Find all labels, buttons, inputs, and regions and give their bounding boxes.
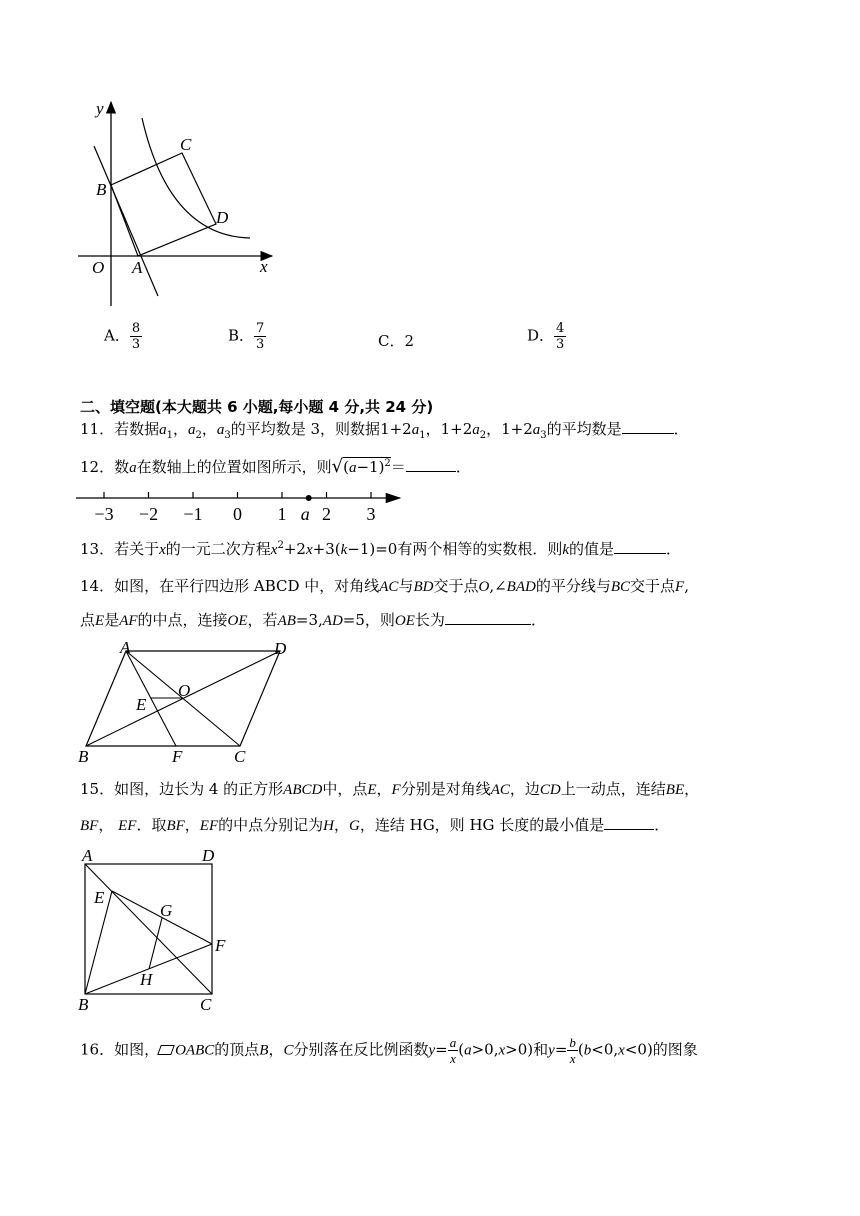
figure-parallelogram [74, 640, 294, 766]
option-c: C．2 [378, 332, 415, 350]
option-a: A． $\frac{8}{3}$ [104, 321, 141, 352]
label-g: G [160, 901, 173, 920]
tick-label: 1 [277, 504, 287, 524]
label-e: E [136, 695, 147, 714]
square-abcd [111, 153, 216, 256]
question-14-line1: 14．如图，在平行四边形 ABCD 中，对角线AC与BD交于点O,∠BAD的平分线与BC交于点F, [80, 577, 689, 595]
question-12: 12．数a在数轴上的位置如图所示，则$√(a-1)^2=$ ． [80, 456, 471, 477]
label-a: A [132, 258, 143, 277]
label-c: C [180, 135, 192, 154]
parallelogram-icon [157, 1045, 175, 1055]
answer-blank-13 [614, 539, 666, 554]
tick-label: −2 [138, 504, 159, 524]
question-15-line1: 15．如图，边长为 4 的正方形ABCD中，点E，F分别是对角线AC，边CD上一动点，连结BE， [80, 780, 700, 798]
figure-coordinate-graph [74, 96, 284, 311]
label-c: C [234, 747, 246, 766]
option-b: B． $\frac{7}{3}$ [228, 321, 265, 352]
label-e: E [94, 888, 105, 907]
question-11: 11．若数据$a_1$，$a_2$，$a_3$的平均数是 3，则数据$1+2a_1$，$1+2a_2$，$1+2a_3$的平均数是 ． [80, 420, 689, 441]
label-o: O [178, 681, 191, 700]
label-f: F [215, 936, 226, 955]
answer-blank-12 [406, 457, 456, 472]
tick-label: 3 [366, 504, 376, 524]
label-b: B [78, 747, 89, 766]
answer-blank-15 [604, 815, 654, 830]
section-heading: 二、填空题(本大题共 6 小题,每小题 4 分,共 24 分) [80, 398, 434, 416]
question-13: 13．若关于x的一元二次方程$x^2+2x+3(k-1)=0$有两个相等的实数根．则k的值是 ． [80, 540, 682, 558]
number-line [74, 486, 414, 526]
question-14-line2: 点E是AF的中点，连接OE，若AB=3,AD=5，则OE长为 ． [80, 611, 546, 629]
label-b: B [78, 995, 89, 1014]
label-o: O [92, 258, 105, 277]
label-a: A [120, 640, 131, 657]
tick-label: 0 [233, 504, 242, 524]
point-a-label: a [300, 504, 310, 524]
label-a: A [82, 846, 93, 865]
answer-blank-14 [445, 610, 531, 625]
tick-label: −3 [94, 504, 114, 524]
answer-blank-11 [622, 419, 674, 434]
label-c: C [200, 995, 212, 1014]
label-d: D [274, 640, 287, 658]
label-x: x [260, 257, 268, 276]
tick-label: −1 [183, 504, 203, 524]
label-f: F [172, 747, 183, 766]
label-d: D [202, 846, 215, 865]
point-a [306, 495, 312, 501]
question-15-line2: BF， EF．取BF，EF的中点分别记为H，G，连结 HG，则 HG 长度的最小值是 ． [80, 816, 670, 834]
label-h: H [140, 970, 153, 989]
option-d: D． $\frac{4}{3}$ [527, 321, 565, 352]
hyperbola-curve [142, 118, 250, 238]
number-line-ticks [94, 492, 375, 524]
tick-label: 2 [322, 504, 331, 524]
label-b: B [96, 180, 107, 199]
figure-square [74, 844, 244, 1014]
label-d: D [216, 208, 229, 227]
label-y: y [96, 99, 104, 118]
question-16: 16．如图， OABC的顶点B，C分别落在反比例函数y= $\frac{a}{x}$ (a>0,x>0)和y= $\frac{b}{x}$ (b<0,x<0)的图象 [80, 1035, 698, 1066]
